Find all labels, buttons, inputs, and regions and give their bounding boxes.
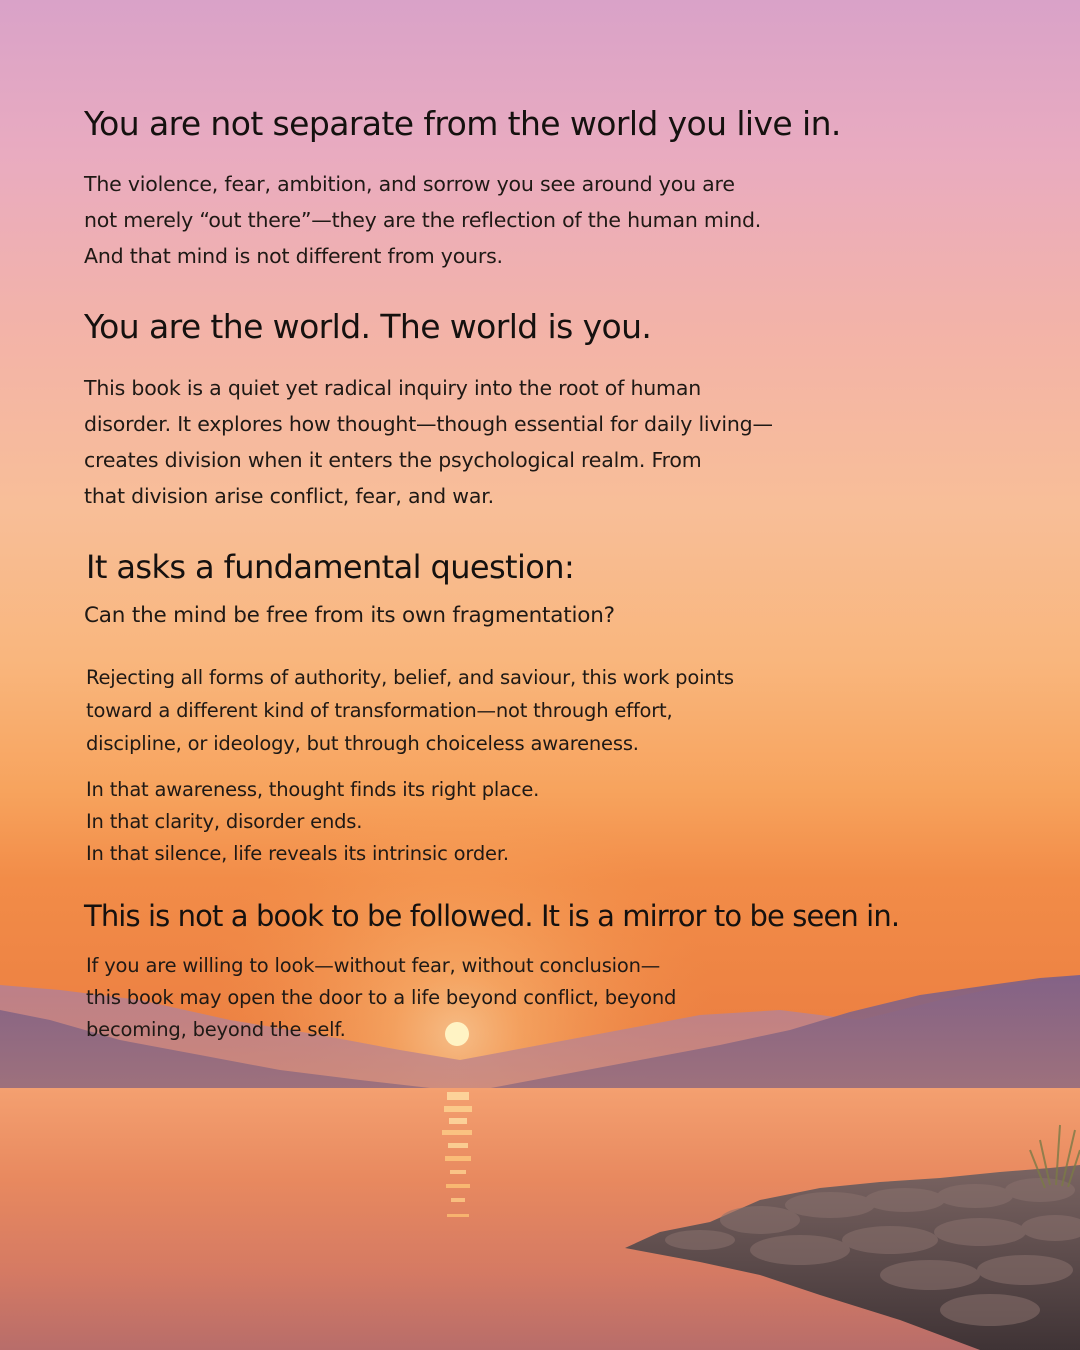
heading-separate-world: You are not separate from the world you live in. [84, 104, 841, 143]
paragraph-line: discipline, or ideology, but through choiceless awareness. [86, 732, 639, 755]
paragraph-invitation [86, 950, 676, 1046]
paragraph-line: In that clarity, disorder ends. [86, 810, 363, 833]
paragraph-line: Can the mind be free from its own fragmentation? [84, 603, 615, 628]
paragraph-line: The violence, fear, ambition, and sorrow you see around you are [84, 172, 735, 196]
paragraph-line: In that awareness, thought finds its right place. [86, 778, 540, 801]
paragraph-line: disorder. It explores how thought—though essential for daily living— [84, 412, 773, 436]
heading-you-are-the-world: You are the world. The world is you. [84, 307, 652, 346]
paragraph-line: creates division when it enters the psychological realm. From [84, 448, 702, 472]
heading-mirror: This is not a book to be followed. It is a mirror to be seen in. [84, 899, 900, 933]
paragraph-line: becoming, beyond the self. [86, 1018, 346, 1041]
paragraph-line: toward a different kind of transformation—not through effort, [86, 699, 673, 722]
paragraph-line: not merely “out there”—they are the reflection of the human mind. [84, 208, 762, 232]
paragraph-line: In that silence, life reveals its intrinsic order. [86, 842, 509, 865]
paragraph-inquiry [84, 370, 773, 514]
question-text [84, 598, 615, 634]
paragraph-line: that division arise conflict, fear, and war. [84, 484, 494, 508]
paragraph-line: This book is a quiet yet radical inquiry into the root of human [84, 376, 701, 400]
paragraph-line: Rejecting all forms of authority, belief, and saviour, this work points [86, 666, 734, 689]
paragraph-line: If you are willing to look—without fear, without conclusion— [86, 954, 661, 977]
paragraph-awareness [86, 774, 539, 870]
paragraph-reflection [84, 166, 761, 274]
paragraph-line: And that mind is not different from yours. [84, 244, 503, 268]
heading-fundamental-question: It asks a fundamental question: [86, 548, 575, 586]
paragraph-transformation [86, 661, 734, 760]
paragraph-line: this book may open the door to a life beyond conflict, beyond [86, 986, 677, 1009]
